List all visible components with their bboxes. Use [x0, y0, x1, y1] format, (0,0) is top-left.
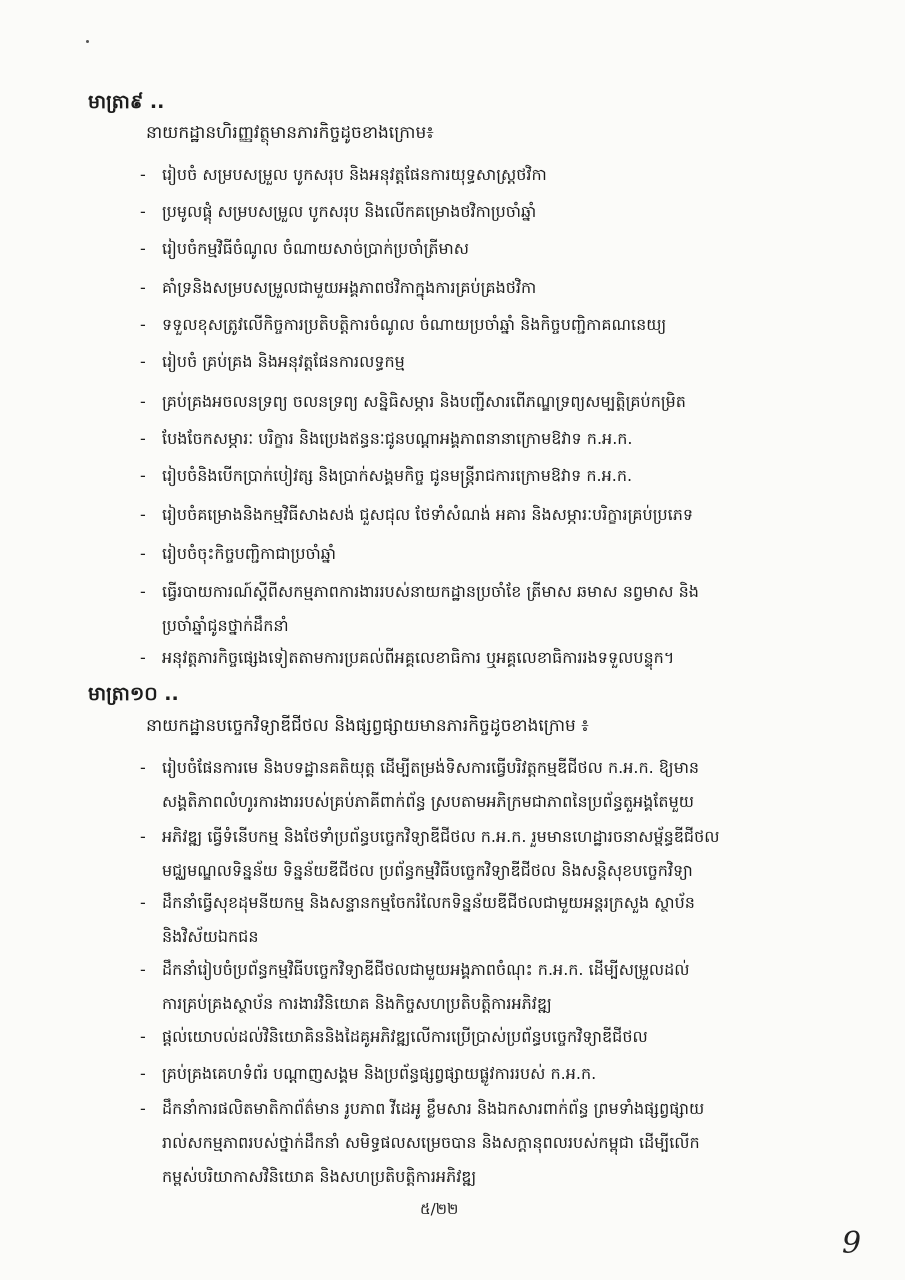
list-item-text: រៀបចំគម្រោងនិងកម្មវិធីសាងសង់ ជួសជុល ថែទាំសំណង់ អគារ និងសម្ភារៈបរិក្ខារគ្រប់ប្រភេទ [162, 505, 694, 524]
list-item-text: ដឹកនាំរៀបចំប្រព័ន្ធកម្មវិធីបច្ចេកវិទ្យាឌីជីថលជាមួយអង្គភាពចំណុះ ក.អ.ក. ដើម្បីសម្រួលដល់ [162, 960, 690, 979]
article-9-item [140, 232, 469, 266]
list-item-text: រៀបចំកម្មវិធីចំណូល ចំណាយសាច់ប្រាក់ប្រចាំត្រីមាស [162, 239, 469, 258]
list-dash: - [140, 239, 146, 258]
article-10-intro: នាយកដ្ឋានបច្ចេកវិទ្យាឌីជីថល និងផ្សព្វផ្សាយមានភារកិច្ចដូចខាងក្រោម ៖ [146, 716, 589, 736]
article-10-heading: មាត្រា១០ .. [88, 683, 179, 705]
list-dash: - [140, 352, 146, 371]
list-item-text: រៀបចំ គ្រប់គ្រង និងអនុវត្តផែនការលទ្ធកម្ម [162, 352, 405, 371]
page-number: ៥/២២ [420, 1200, 459, 1218]
article-10-item [140, 1020, 648, 1054]
article-9-item [140, 641, 674, 675]
list-item-text: រៀបចំនិងបើកប្រាក់បៀវត្ស និងប្រាក់សង្គមកិច្ច ជូនមន្ត្រីរាជការក្រោមឱវាទ ក.អ.ក. [162, 466, 633, 485]
list-item-text: ដឹកនាំការផលិតមាតិកាព័ត៌មាន រូបភាព វីដេអូ ខ្លឹមសារ និងឯកសារពាក់ព័ន្ធ ព្រមទាំងផ្សព្វផ្សាយ [162, 1099, 705, 1118]
article-9-item [140, 459, 632, 493]
list-item-text: គាំទ្រនិងសម្របសម្រួលជាមួយអង្គភាពថវិកាក្នុងការគ្រប់គ្រងថវិកា [162, 278, 537, 297]
list-item-text: ដឹកនាំធ្វើសុខដុមនីយកម្ម និងសន្ទានកម្មចែករំលែកទិន្នន័យឌីជីថលជាមួយអន្តរក្រសួង ស្ថាប័ន [162, 893, 695, 912]
scan-speck [86, 40, 89, 43]
article-9-item [140, 385, 686, 419]
article-9-item [140, 498, 693, 532]
list-dash: - [140, 960, 146, 979]
list-dash: - [140, 544, 146, 563]
article-9-item [140, 158, 547, 192]
list-dash: - [140, 505, 146, 524]
list-dash: - [140, 165, 146, 184]
list-item-text: រៀបចំ សម្របសម្រួល បូកសរុប និងអនុវត្តផែនការយុទ្ធសាស្ត្រថវិកា [162, 165, 547, 184]
list-item-text: មជ្ឈមណ្ឌលទិន្នន័យ ទិន្នន័យឌីជីថល ប្រព័ន្ធកម្មវិធីបច្ចេកវិទ្យាឌីជីថល និងសន្តិសុខបច្ចេកវិទ្យា [162, 861, 693, 880]
list-dash: - [140, 827, 146, 846]
article-10-item [140, 751, 699, 819]
list-item-text: សង្គតិភាពលំហូរការងាររបស់គ្រប់ភាគីពាក់ព័ន្ធ ស្របតាមអភិក្រមជាភាពនៃប្រព័ន្ធតួអង្គតែមួយ [162, 792, 694, 811]
list-dash: - [140, 202, 146, 221]
article-10-item [140, 820, 719, 888]
list-dash: - [140, 466, 146, 485]
article-9-heading: មាត្រា៩ .. [88, 91, 165, 113]
list-item-text: គ្រប់គ្រងអចលនទ្រព្យ ចលនទ្រព្យ សន្និធិសម្ភារ និងបញ្ជីសារពើភណ្ឌទ្រព្យសម្បត្តិគ្រប់កម្រិត [162, 392, 686, 411]
article-10-item [140, 886, 695, 954]
list-dash: - [140, 278, 146, 297]
list-item-text: កម្ពស់បរិយាកាសវិនិយោគ និងសហប្រតិបត្តិការអភិវឌ្ឍ [162, 1167, 477, 1186]
article-9-intro: នាយកដ្ឋានហិរញ្ញវត្ថុមានភារកិច្ចដូចខាងក្រោម៖ [146, 123, 434, 143]
list-item-text: ទទួលខុសត្រូវលើកិច្ចការប្រតិបត្តិការចំណូល ចំណាយប្រចាំឆ្នាំ និងកិច្ចបញ្ជិកាគណនេយ្យ [162, 315, 667, 334]
list-item-text: រាល់សកម្មភាពរបស់ថ្នាក់ដឹកនាំ សមិទ្ធផលសម្រេចបាន និងសក្តានុពលរបស់កម្ពុជា ដើម្បីលើក [162, 1133, 700, 1152]
list-dash: - [140, 429, 146, 448]
list-dash: - [140, 758, 146, 777]
article-9-item [140, 271, 536, 305]
list-item-text: ធ្វើរបាយការណ៍ស្តីពីសកម្មភាពការងាររបស់នាយកដ្ឋានប្រចាំខែ ត្រីមាស ឆមាស នព្វមាស និង [162, 582, 699, 601]
list-item-text: ការគ្រប់គ្រងស្ថាប័ន ការងារវិនិយោគ និងកិច្ចសហប្រតិបត្តិការអភិវឌ្ឍ [162, 994, 552, 1013]
list-item-text: អនុវត្តភារកិច្ចផ្សេងទៀតតាមការប្រគល់ពីអគ្គលេខាធិការ ឬអគ្គលេខាធិការរងទទួលបន្ទុក។ [162, 648, 675, 667]
list-item-text: រៀបចំចុះកិច្ចបញ្ជិកាជាប្រចាំឆ្នាំ [162, 544, 336, 563]
list-item-text: បែងចែកសម្ភារៈ បរិក្ខារ និងប្រេងឥន្ធនៈជូនបណ្តាអង្គភាពនានាក្រោមឱវាទ ក.អ.ក. [162, 429, 633, 448]
list-dash: - [140, 315, 146, 334]
list-dash: - [140, 582, 146, 601]
list-dash: - [140, 1099, 146, 1118]
article-9-item [140, 537, 336, 571]
list-dash: - [140, 1027, 146, 1046]
article-9-item [140, 308, 666, 342]
list-dash: - [140, 1064, 146, 1083]
article-9-item [140, 345, 405, 379]
article-9-item [140, 422, 633, 456]
article-9-item [140, 575, 699, 643]
list-item-text: អភិវឌ្ឍ ធ្វើទំនើបកម្ម និងថែទាំប្រព័ន្ធបច្ចេកវិទ្យាឌីជីថល ក.អ.ក. រួមមានហេដ្ឋារចនាសម្ព័ន្ធឌីជីថល [162, 827, 720, 846]
article-10-item [140, 1057, 596, 1091]
list-item-text: ប្រមូលផ្តុំ សម្របសម្រួល បូកសរុប និងលើកគម្រោងថវិកាប្រចាំឆ្នាំ [162, 202, 537, 221]
list-dash: - [140, 893, 146, 912]
list-dash: - [140, 392, 146, 411]
article-10-item [140, 1092, 704, 1194]
handwritten-page-mark: 9 [842, 1226, 862, 1261]
list-item-text: ប្រចាំឆ្នាំជូនថ្នាក់ដឹកនាំ [162, 616, 289, 635]
list-item-text: និងវិស័យឯកជន [162, 927, 259, 946]
list-dash: - [140, 648, 146, 667]
list-item-text: រៀបចំផែនការមេ និងបទដ្ឋានគតិយុត្ត ដើម្បីតម្រង់ទិសការធ្វើបរិវត្តកម្មឌីជីថល ក.អ.ក. ឱ្យមាន [162, 758, 700, 777]
list-item-text: ផ្តល់យោបល់ដល់វិនិយោគិននិងដៃគូអភិវឌ្ឍលើការប្រើប្រាស់ប្រព័ន្ធបច្ចេកវិទ្យាឌីជីថល [162, 1027, 648, 1046]
list-item-text: គ្រប់គ្រងគេហទំព័រ បណ្តាញសង្គម និងប្រព័ន្ធផ្សព្វផ្សាយផ្លូវការរបស់ ក.អ.ក. [162, 1064, 597, 1083]
article-9-item [140, 195, 536, 229]
article-10-item [140, 953, 690, 1021]
